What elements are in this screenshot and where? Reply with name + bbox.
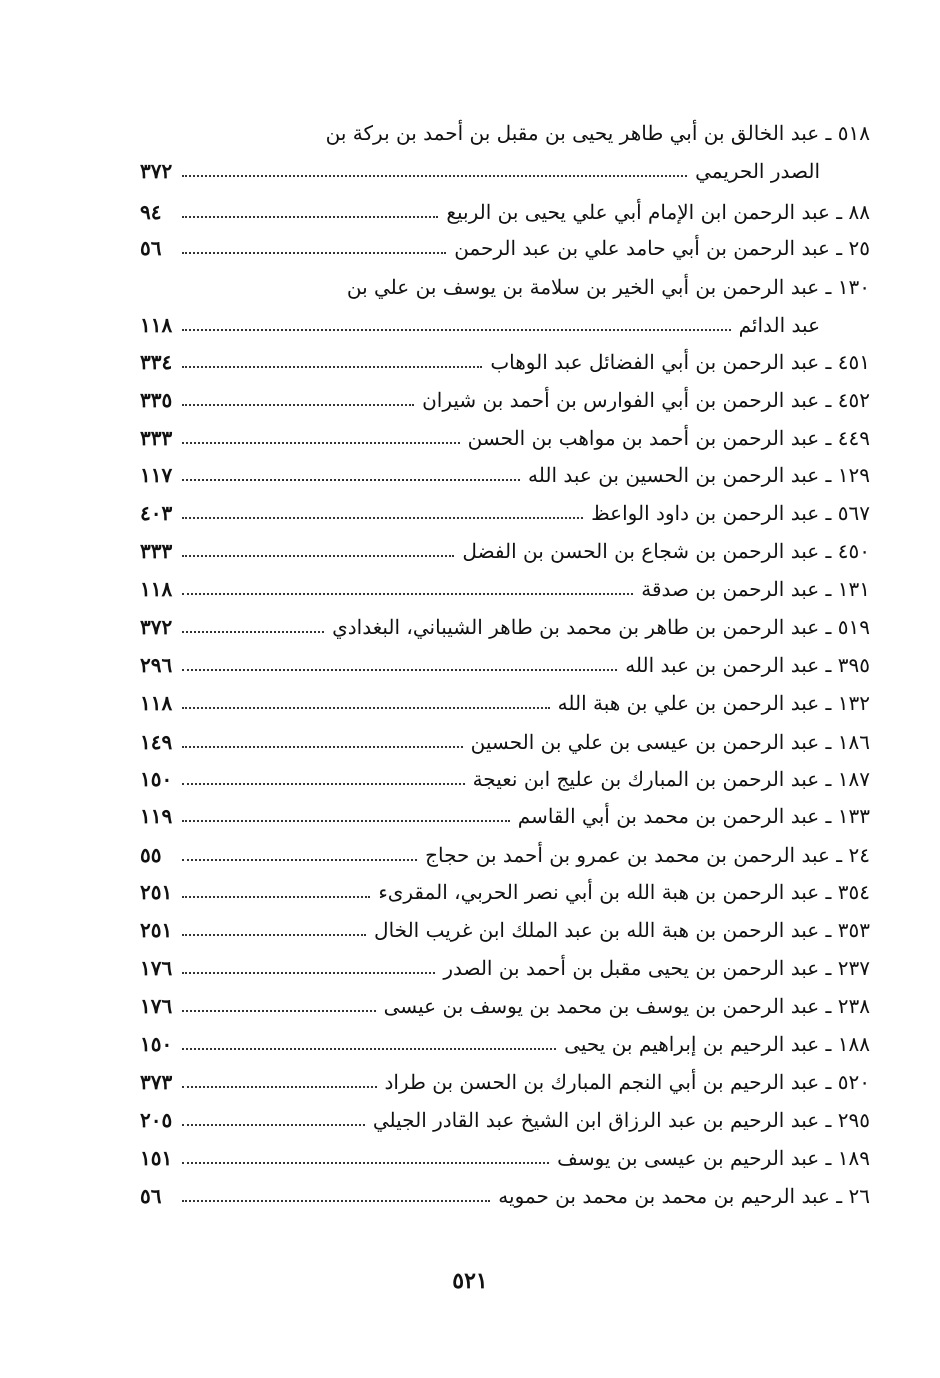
entry-text: ٣٥٤ ـ عبد الرحمن بن هبة الله بن أبي نصر الحربي، المقرىء xyxy=(378,880,870,904)
entry-text: ٣٥٣ ـ عبد الرحمن بن هبة الله بن عبد الملك ابن غريب الخال xyxy=(374,918,870,942)
leader-dots xyxy=(182,1086,377,1088)
entry-text: ٢٥ ـ عبد الرحمن بن أبي حامد علي بن عبد الرحمن xyxy=(454,236,870,260)
leader-dots xyxy=(182,175,687,177)
leader-dots xyxy=(182,366,482,368)
entry-text: ١٨٨ ـ عبد الرحيم بن إبراهيم بن يحيى xyxy=(564,1032,870,1056)
entry-text: ٨٨ ـ عبد الرحمن ابن الإمام أبي علي يحيى بن الربيع xyxy=(446,200,870,224)
index-entry xyxy=(140,1029,870,1059)
entry-text: ١٨٦ ـ عبد الرحمن بن عيسى بن علي بن الحسين xyxy=(470,730,870,754)
entry-text: ٢٣٧ ـ عبد الرحمن بن يحيى مقبل بن أحمد بن الصدر xyxy=(443,956,870,980)
entry-page-number: ١١٨ xyxy=(140,691,173,715)
leader-dots xyxy=(182,859,417,861)
entry-text: ٤٤٩ ـ عبد الرحمن بن أحمد بن مواهب بن الحسن xyxy=(467,426,870,450)
leader-dots xyxy=(182,1048,556,1050)
entry-text: ٤٥١ ـ عبد الرحمن بن أبي الفضائل عبد الوهاب xyxy=(490,350,870,374)
index-entry xyxy=(140,272,870,302)
index-entry xyxy=(140,156,870,186)
entry-text: ٤٥٢ ـ عبد الرحمن بن أبي الفوارس بن أحمد بن شيران xyxy=(422,388,870,412)
entry-text: ١٣٠ ـ عبد الرحمن بن أبي الخير بن سلامة بن يوسف بن علي بن xyxy=(346,275,870,299)
index-entry xyxy=(140,423,870,453)
entry-page-number: ٢٥١ xyxy=(140,918,173,942)
leader-dots xyxy=(182,746,463,748)
index-entry xyxy=(140,991,870,1021)
entry-page-number: ٥٥ xyxy=(140,843,162,867)
leader-dots xyxy=(182,1010,376,1012)
leader-dots xyxy=(182,555,454,557)
index-entry xyxy=(140,498,870,528)
leader-dots xyxy=(182,896,370,898)
index-entry xyxy=(140,460,870,490)
entry-page-number: ٢٩٦ xyxy=(140,653,173,677)
leader-dots xyxy=(182,329,731,331)
entry-page-number: ٥٦ xyxy=(140,1184,162,1208)
entry-page-number: ١١٨ xyxy=(140,313,173,337)
entry-page-number: ٥٦ xyxy=(140,236,162,260)
leader-dots xyxy=(182,669,617,671)
entry-page-number: ٣٣٣ xyxy=(140,539,173,563)
entry-text: ١٨٩ ـ عبد الرحيم بن عيسى بن يوسف xyxy=(557,1146,870,1170)
entry-text: ٤٥٠ ـ عبد الرحمن بن شجاع بن الحسن بن الفضل xyxy=(462,539,870,563)
leader-dots xyxy=(182,216,438,218)
leader-dots xyxy=(182,820,510,822)
leader-dots xyxy=(182,1200,490,1202)
entry-page-number: ١٧٦ xyxy=(140,994,173,1018)
index-entry xyxy=(140,840,870,870)
leader-dots xyxy=(182,404,414,406)
index-entry xyxy=(140,118,870,148)
leader-dots xyxy=(182,442,460,444)
leader-dots xyxy=(182,934,366,936)
index-entry xyxy=(140,801,870,831)
leader-dots xyxy=(182,1162,549,1164)
entry-text: ٢٦ ـ عبد الرحيم بن محمد بن محمد بن حمويه xyxy=(498,1184,870,1208)
entry-page-number: ١١٧ xyxy=(140,463,173,487)
entry-page-number: ٣٧٢ xyxy=(140,159,173,183)
entry-text: ٢٩٥ ـ عبد الرحيم بن عبد الرزاق ابن الشيخ عبد القادر الجيلي xyxy=(372,1108,870,1132)
index-entry xyxy=(140,1105,870,1135)
index-entry xyxy=(140,688,870,718)
index-entry xyxy=(140,536,870,566)
leader-dots xyxy=(182,783,465,785)
entry-page-number: ٩٤ xyxy=(140,200,162,224)
entry-page-number: ٣٧٣ xyxy=(140,1070,173,1094)
entry-text: ١٨٧ ـ عبد الرحمن بن المبارك بن عليج ابن نعيجة xyxy=(472,767,870,791)
entry-page-number: ١٥٠ xyxy=(140,1032,173,1056)
entry-text: ١٣١ ـ عبد الرحمن بن صدقة xyxy=(641,577,870,601)
leader-dots xyxy=(182,517,583,519)
leader-dots xyxy=(182,1124,365,1126)
entry-page-number: ١١٩ xyxy=(140,804,173,828)
index-entry xyxy=(140,233,870,263)
index-entry xyxy=(140,310,870,340)
leader-dots xyxy=(182,631,324,633)
entry-text: عبد الدائم xyxy=(738,313,820,337)
entry-page-number: ١٥١ xyxy=(140,1146,173,1170)
index-entry xyxy=(140,1067,870,1097)
entry-page-number: ٣٧٢ xyxy=(140,615,173,639)
entry-text: ٢٣٨ ـ عبد الرحمن بن يوسف بن محمد بن يوسف بن عيسى xyxy=(383,994,870,1018)
entry-text: ١٣٢ ـ عبد الرحمن بن علي بن هبة الله xyxy=(557,691,870,715)
entry-page-number: ٢٠٥ xyxy=(140,1108,173,1132)
entry-page-number: ٣٣٣ xyxy=(140,426,173,450)
entry-page-number: ٤٠٣ xyxy=(140,501,173,525)
entry-text: الصدر الحريمي xyxy=(695,159,820,183)
index-entry xyxy=(140,877,870,907)
index-entry xyxy=(140,915,870,945)
entry-page-number: ١١٨ xyxy=(140,577,173,601)
page-folio-number: ٥٢١ xyxy=(452,1268,488,1294)
index-entry xyxy=(140,612,870,642)
entry-text: ٥١٨ ـ عبد الخالق بن أبي طاهر يحيى بن مقبل بن أحمد بن بركة بن xyxy=(325,121,870,145)
index-entry xyxy=(140,1143,870,1173)
entry-page-number: ٣٣٥ xyxy=(140,388,173,412)
index-entry xyxy=(140,650,870,680)
entry-text: ٥٦٧ ـ عبد الرحمن بن داود الواعظ xyxy=(591,501,870,525)
leader-dots xyxy=(182,252,446,254)
index-entry xyxy=(140,727,870,757)
leader-dots xyxy=(182,707,550,709)
leader-dots xyxy=(182,972,435,974)
entry-page-number: ١٧٦ xyxy=(140,956,173,980)
entry-text: ١٢٩ ـ عبد الرحمن بن الحسين بن عبد الله xyxy=(528,463,870,487)
entry-text: ٥٢٠ ـ عبد الرحيم بن أبي النجم المبارك بن الحسن بن طراد xyxy=(384,1070,870,1094)
index-entry xyxy=(140,764,870,794)
index-entry xyxy=(140,1181,870,1211)
entry-page-number: ٢٥١ xyxy=(140,880,173,904)
entry-text: ٥١٩ ـ عبد الرحمن بن طاهر بن محمد بن طاهر الشيباني، البغدادي xyxy=(332,615,870,639)
entry-text: ١٣٣ ـ عبد الرحمن بن محمد بن أبي القاسم xyxy=(517,804,870,828)
entry-page-number: ١٤٩ xyxy=(140,730,173,754)
entry-text: ٣٩٥ ـ عبد الرحمن بن عبد الله xyxy=(625,653,870,677)
leader-dots xyxy=(182,479,520,481)
index-entry xyxy=(140,953,870,983)
index-entry xyxy=(140,197,870,227)
leader-dots xyxy=(182,593,633,595)
index-entry xyxy=(140,385,870,415)
entry-page-number: ٣٣٤ xyxy=(140,350,173,374)
entry-text: ٢٤ ـ عبد الرحمن بن محمد بن عمرو بن أحمد بن حجاج xyxy=(425,843,870,867)
entry-page-number: ١٥٠ xyxy=(140,767,173,791)
index-entry xyxy=(140,347,870,377)
index-entry xyxy=(140,574,870,604)
